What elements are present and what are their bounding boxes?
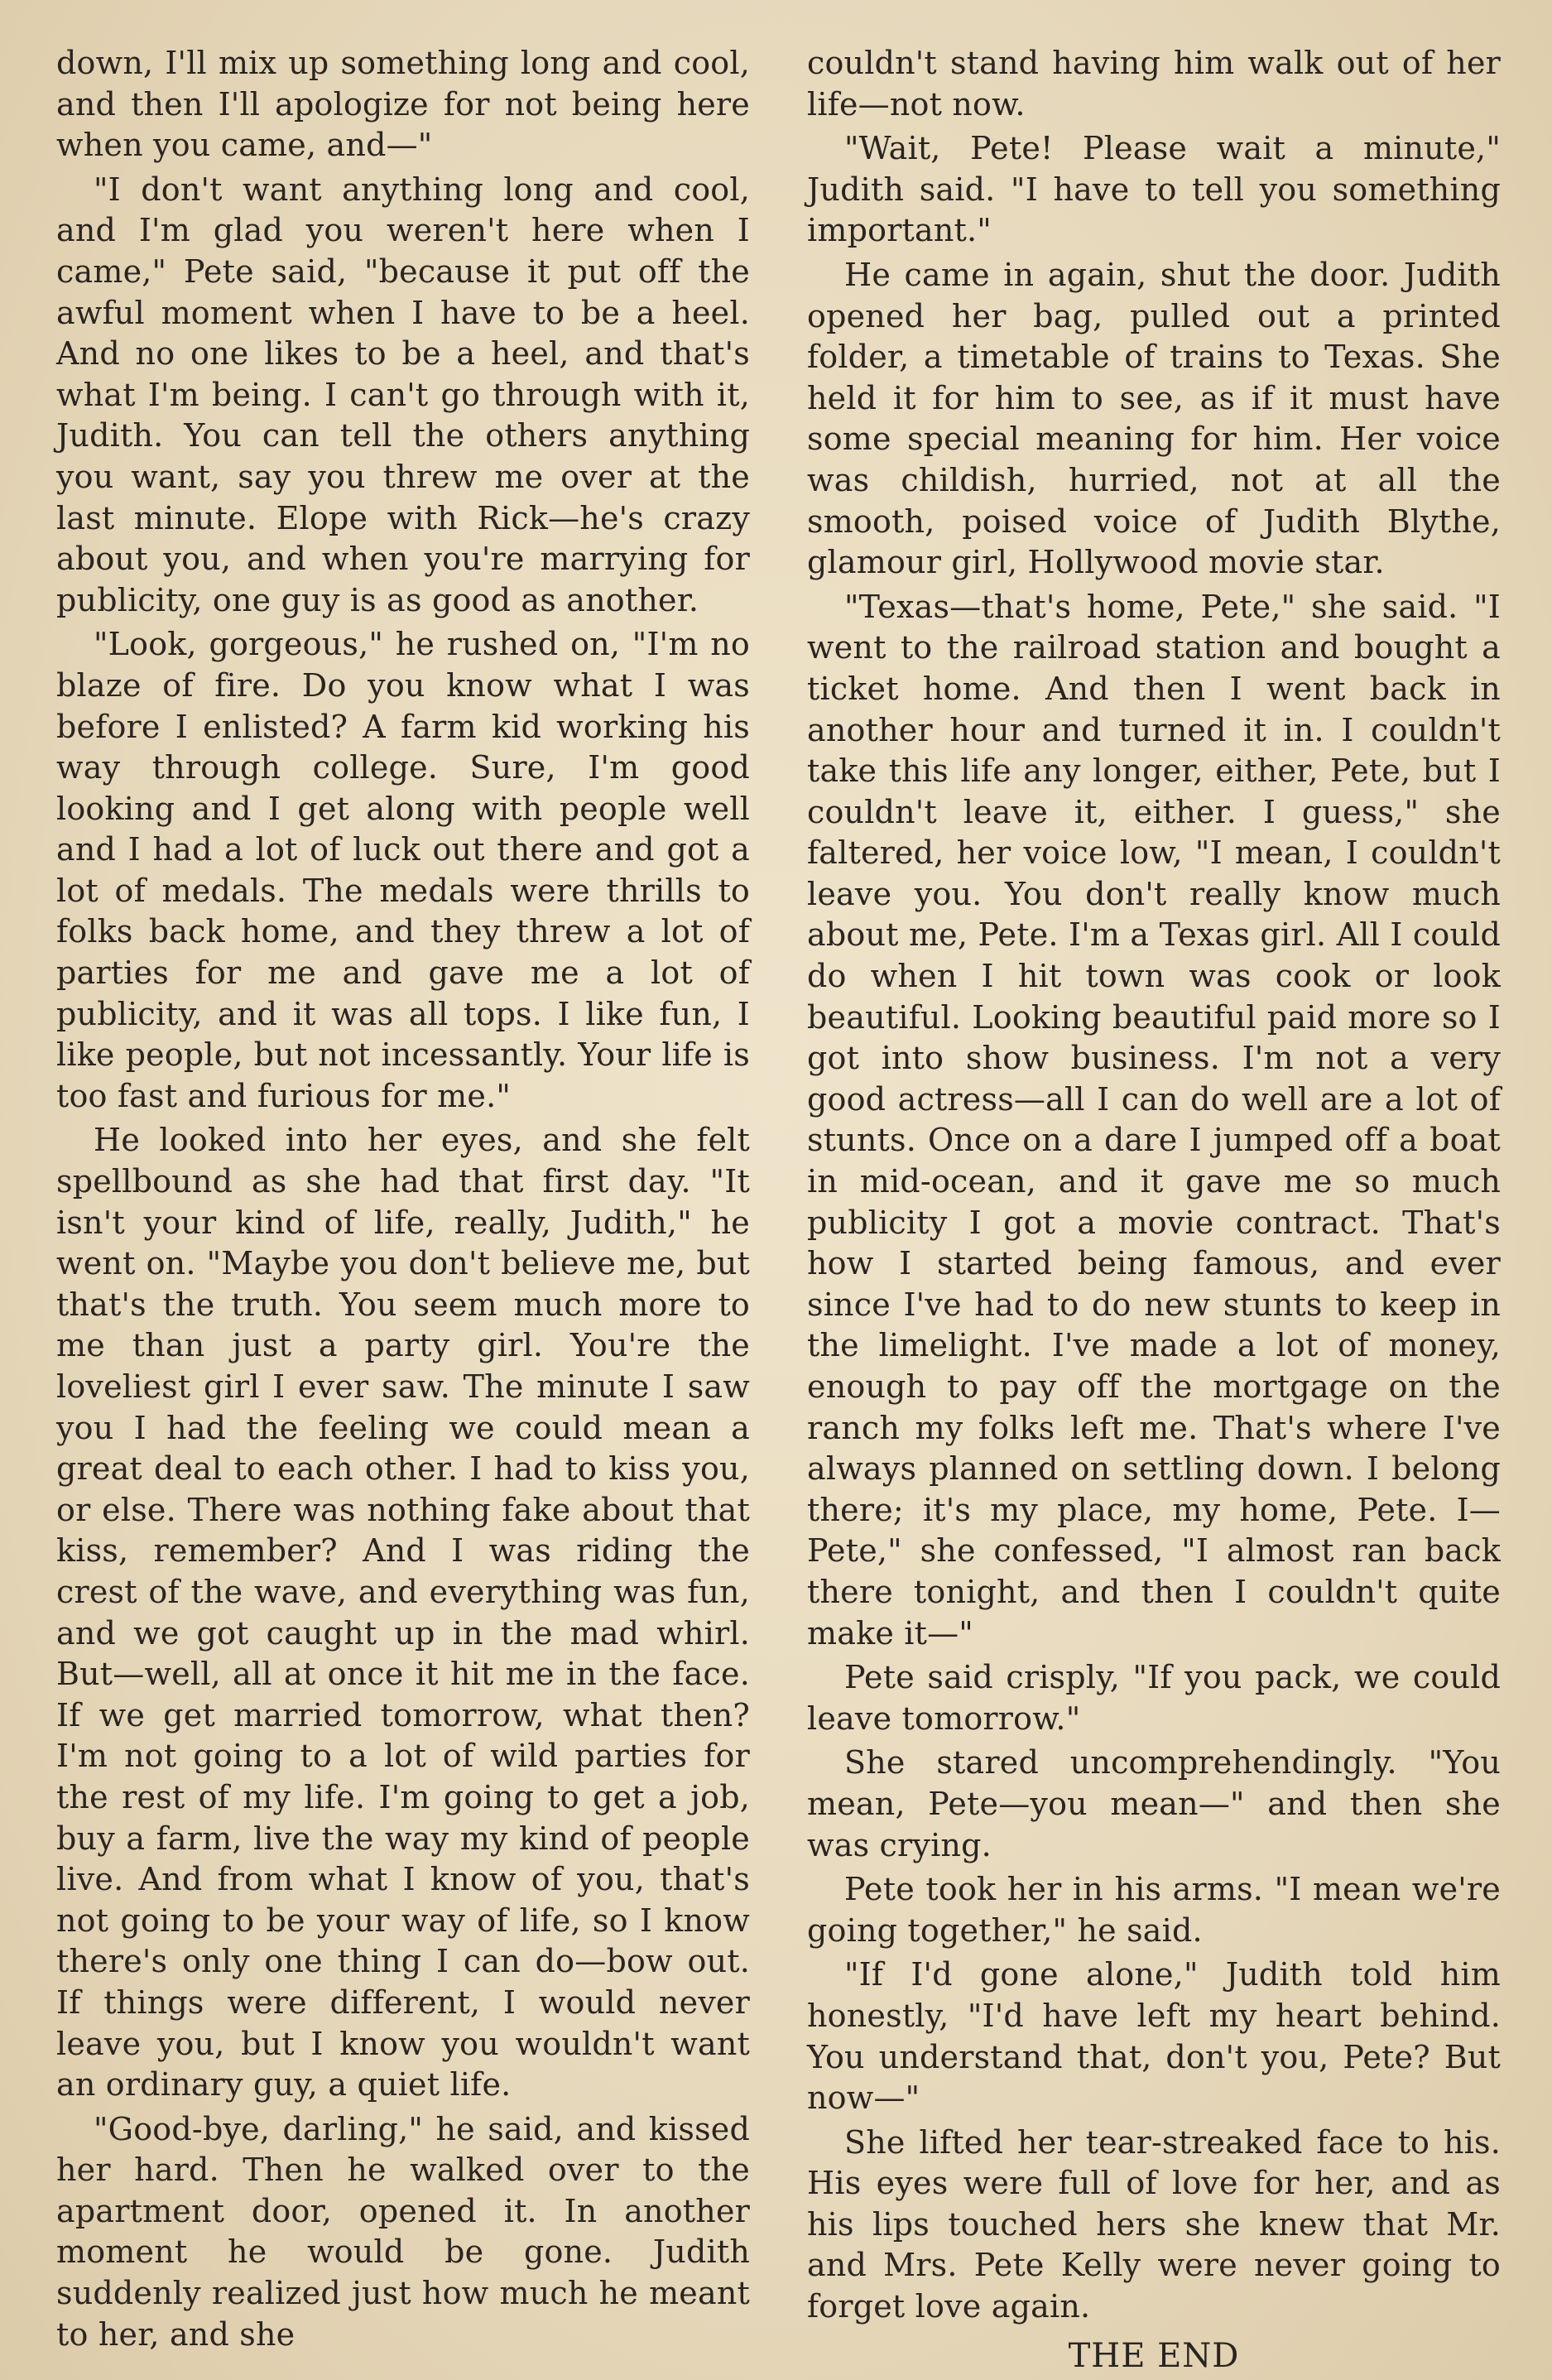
the-end-label: THE END <box>1068 2336 1240 2375</box>
paragraph: He looked into her eyes, and she felt spellbound as she had that first day. "It isn't your kind of life, really, Judith," he went on. "Maybe you don't believe me, but that's the truth. You seem much more to me than just a party girl. You're the loveliest girl I ever saw. The minute I saw you I had the feeling we could mean a great deal to each other. I had to kiss you, or else. There was nothing fake about that kiss, remember? And I was riding the crest of the wave, and everything was fun, and we got caught up in the mad whirl. But—well, all at once it hit me in the face. If we get married tomorrow, what then? I'm not going to a lot of wild parties for the rest of my life. I'm going to get a job, buy a farm, live the way my kind of people live. And from what I know of you, that's not going to be your way of life, so I know there's only one thing I can do—bow out. If things were different, I would never leave you, but I know you wouldn't want an ordinary guy, a quiet life. <box>56 1122 750 2104</box>
paragraph: He came in again, shut the door. Judith opened her bag, pulled out a printed folder, a timetable of trains to Texas. She held it for him to see, as if it must have some special meaning for him. Her voice was childish, hurried, not at all the smooth, poised voice of Judith Blythe, glamour girl, Hollywood movie star. <box>807 256 1501 581</box>
paragraph: couldn't stand having him walk out of her life—not now. <box>807 45 1501 123</box>
paragraph: "I don't want anything long and cool, and I'm glad you weren't here when I came," Pete said, "because it put off the awful moment when I have to be a heel. And no one likes to be a heel, and that's what I'm being. I can't go through with it, Judith. You can tell the others anything you want, say you threw me over at the last minute. Elope with Rick—he's crazy about you, and when you're marrying for publicity, one guy is as good as another. <box>56 171 750 618</box>
paragraph: Pete said crisply, "If you pack, we could leave tomorrow." <box>807 1659 1501 1737</box>
paragraph: "Good-bye, darling," he said, and kissed her hard. Then he walked over to the apartment door, opened it. In another moment he would be gone. Judith suddenly realized just how much he meant to her, and she <box>56 2110 750 2353</box>
story-page <box>56 43 1501 2375</box>
paragraph: down, I'll mix up something long and cool, and then I'll apologize for not being here when you came, and—" <box>56 45 750 164</box>
paragraph: Pete took her in his arms. "I mean we're going together," he said. <box>807 1871 1501 1949</box>
paragraph: She lifted her tear-streaked face to his. His eyes were full of love for her, and as his lips touched hers she knew that Mr. and Mrs. Pete Kelly were never going to forget love again. <box>807 2123 1501 2325</box>
paragraph: "Look, gorgeous," he rushed on, "I'm no blaze of fire. Do you know what I was before I enlisted? A farm kid working his way through college. Sure, I'm good looking and I get along with people well and I had a lot of luck out there and got a lot of medals. The medals were thrills to folks back home, and they threw a lot of parties for me and gave me a lot of publicity, and it was all tops. I like fun, I like people, but not incessantly. Your life is too fast and furious for me." <box>56 626 750 1114</box>
paragraph: She stared uncomprehendingly. "You mean, Pete—you mean—" and then she was crying. <box>807 1744 1501 1863</box>
right-column <box>807 43 1501 2375</box>
paragraph: "Wait, Pete! Please wait a minute," Judith said. "I have to tell you something important." <box>807 130 1501 249</box>
paragraph: "If I'd gone alone," Judith told him honestly, "I'd have left my heart behind. You understand that, don't you, Pete? But now—" <box>807 1956 1501 2117</box>
left-column <box>56 43 750 2353</box>
paragraph: "Texas—that's home, Pete," she said. "I went to the railroad station and bought a ticket home. And then I went back in another hour and turned it in. I couldn't take this life any longer, either, Pete, but I couldn't leave it, either. I guess," she faltered, her voice low, "I mean, I couldn't leave you. You don't really know much about me, Pete. I'm a Texas girl. All I could do when I hit town was cook or look beautiful. Looking beautiful paid more so I got into show business. I'm not a very good actress—all I can do well are a lot of stunts. Once on a dare I jumped off a boat in mid-ocean, and it gave me so much publicity I got a movie contract. That's how I started being famous, and ever since I've had to do new stunts to keep in the limelight. I've made a lot of money, enough to pay off the mortgage on the ranch my folks left me. That's where I've always planned on settling down. I belong there; it's my place, my home, Pete. I—Pete," she confessed, "I almost ran back there tonight, and then I couldn't quite make it—" <box>807 588 1501 1652</box>
